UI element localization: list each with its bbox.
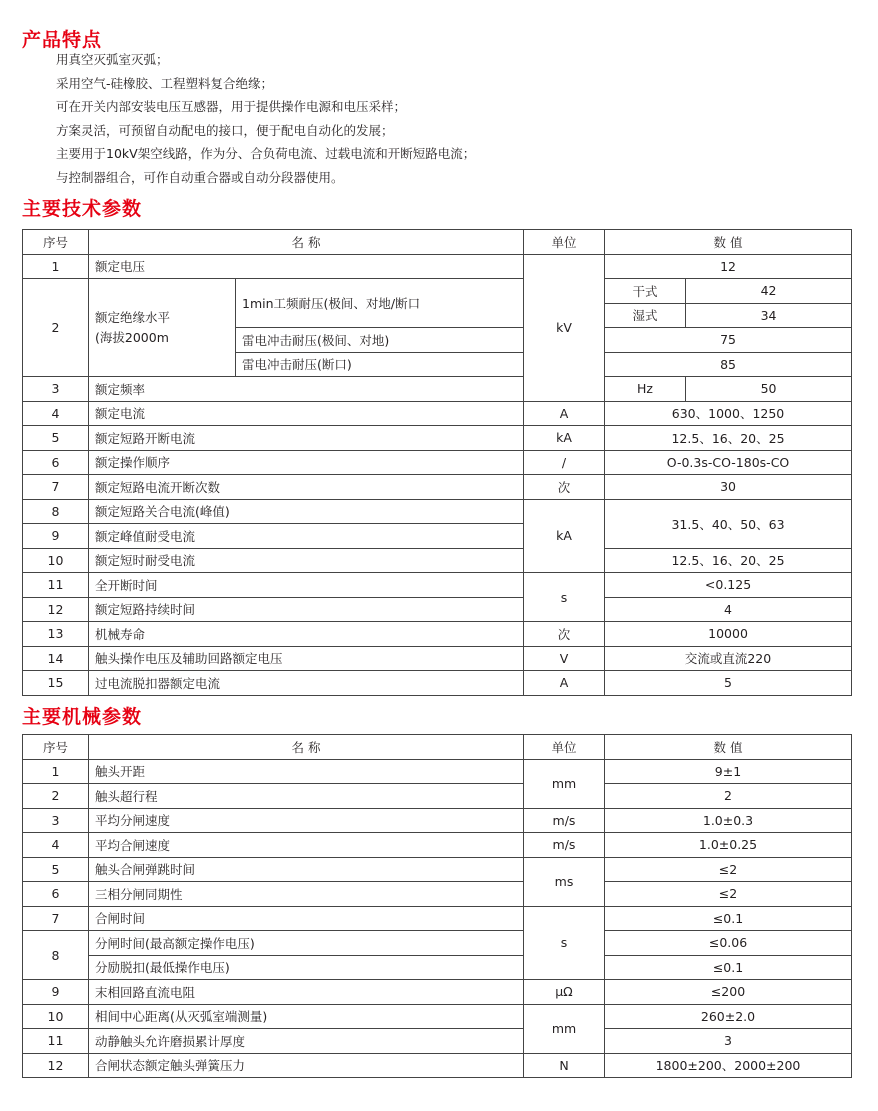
- insulation-name-line2: (海拔2000m: [95, 329, 169, 345]
- row-no: 3: [23, 377, 89, 402]
- row-name: 额定短路持续时间: [89, 597, 524, 622]
- row-no: 2: [23, 784, 89, 809]
- row-name: 额定频率: [89, 377, 524, 402]
- row-no: 1: [23, 759, 89, 784]
- row-name: 过电流脱扣器额定电流: [89, 671, 524, 696]
- row-no: 10: [23, 548, 89, 573]
- row-name: 机械寿命: [89, 622, 524, 647]
- table-row: [23, 833, 852, 858]
- row-unit: mm: [524, 759, 605, 808]
- feature-line: 与控制器组合，可作自动重合器或自动分段器使用。: [56, 169, 344, 185]
- header-no: 序号: [23, 230, 89, 255]
- row-no: 1: [23, 254, 89, 279]
- row-no: 13: [23, 622, 89, 647]
- table-row: [23, 573, 852, 598]
- insulation-name-line1: 额定绝缘水平: [95, 309, 171, 325]
- table-row: [23, 499, 852, 524]
- feature-line: 方案灵活，可预留自动配电的接口，便于配电自动化的发展；: [56, 122, 394, 138]
- row-value: 630、1000、1250: [605, 401, 852, 426]
- row-unit: Hz: [605, 377, 686, 402]
- table-row: [23, 401, 852, 426]
- row-no: 3: [23, 808, 89, 833]
- row-value: 34: [686, 303, 852, 328]
- row-value: ≤0.1: [605, 955, 852, 980]
- row-unit: A: [524, 401, 605, 426]
- table-row: [23, 906, 852, 931]
- row-unit: kA: [524, 499, 605, 573]
- row-name: 额定短路关合电流(峰值): [89, 499, 524, 524]
- table-row: [23, 254, 852, 279]
- row-name: 额定短路开断电流: [89, 426, 524, 451]
- row-value: ≤0.1: [605, 906, 852, 931]
- table-row: [23, 279, 852, 304]
- row-subname: 雷电冲击耐压(极间、对地): [236, 328, 524, 353]
- row-name: 触头合闸弹跳时间: [89, 857, 524, 882]
- row-unit: 次: [524, 622, 605, 647]
- header-unit: 单位: [524, 230, 605, 255]
- row-name: 三相分闸同期性: [89, 882, 524, 907]
- row-name: 触头开距: [89, 759, 524, 784]
- header-name: 名 称: [89, 735, 524, 760]
- row-no: 2: [23, 279, 89, 377]
- table-row: [23, 475, 852, 500]
- row-value: 12.5、16、20、25: [605, 426, 852, 451]
- row-name: 触头操作电压及辅助回路额定电压: [89, 646, 524, 671]
- table-row: [23, 882, 852, 907]
- row-value: 42: [686, 279, 852, 304]
- row-value: 75: [605, 328, 852, 353]
- row-unit: μΩ: [524, 980, 605, 1005]
- table-row: [23, 857, 852, 882]
- dry-label: 干式: [605, 279, 686, 304]
- row-name: 末相回路直流电阻: [89, 980, 524, 1005]
- table-row: [23, 450, 852, 475]
- row-no: 7: [23, 475, 89, 500]
- table-row: [23, 784, 852, 809]
- row-subname: 雷电冲击耐压(断口): [236, 352, 524, 377]
- row-unit: m/s: [524, 808, 605, 833]
- row-value: 1.0±0.3: [605, 808, 852, 833]
- row-value: <0.125: [605, 573, 852, 598]
- row-name: 额定峰值耐受电流: [89, 524, 524, 549]
- row-value: 30: [605, 475, 852, 500]
- row-subname: 1min工频耐压(极间、对地/断口: [236, 279, 524, 328]
- row-unit: A: [524, 671, 605, 696]
- row-no: 9: [23, 980, 89, 1005]
- row-no: 5: [23, 857, 89, 882]
- mech-title: 主要机械参数: [22, 706, 143, 728]
- row-no: 6: [23, 882, 89, 907]
- table-row: [23, 548, 852, 573]
- row-unit: /: [524, 450, 605, 475]
- row-name: 全开断时间: [89, 573, 524, 598]
- row-value: ≤0.06: [605, 931, 852, 956]
- feature-line: 可在开关内部安装电压互感器，用于提供操作电源和电压采样；: [56, 99, 407, 115]
- table-row: [23, 426, 852, 451]
- row-value: 12.5、16、20、25: [605, 548, 852, 573]
- row-no: 8: [23, 931, 89, 980]
- wet-label: 湿式: [605, 303, 686, 328]
- row-name: 触头超行程: [89, 784, 524, 809]
- row-unit: ms: [524, 857, 605, 906]
- table-row: [23, 597, 852, 622]
- header-unit: 单位: [524, 735, 605, 760]
- row-name: 平均合闸速度: [89, 833, 524, 858]
- row-no: 7: [23, 906, 89, 931]
- table-row: [23, 931, 852, 956]
- header-value: 数 值: [605, 735, 852, 760]
- table-row: [23, 808, 852, 833]
- row-value: ≤200: [605, 980, 852, 1005]
- header-value: 数 值: [605, 230, 852, 255]
- row-name: 分闸时间(最高额定操作电压): [89, 931, 524, 956]
- row-name: 额定短路电流开断次数: [89, 475, 524, 500]
- row-name: 额定短时耐受电流: [89, 548, 524, 573]
- row-no: 15: [23, 671, 89, 696]
- row-unit: N: [524, 1053, 605, 1078]
- table-row: [23, 377, 852, 402]
- table-row: [23, 1004, 852, 1029]
- row-unit: kV: [524, 254, 605, 401]
- table-row: [23, 622, 852, 647]
- feature-line: 采用空气-硅橡胶、工程塑料复合绝缘；: [56, 75, 274, 91]
- row-unit: V: [524, 646, 605, 671]
- table-row: [23, 1029, 852, 1054]
- mech-table: [22, 734, 852, 1078]
- row-unit: s: [524, 906, 605, 980]
- row-value: ≤2: [605, 857, 852, 882]
- features-list: [56, 48, 475, 190]
- row-no: 12: [23, 597, 89, 622]
- features-title: 产品特点: [22, 29, 103, 51]
- table-row: [23, 671, 852, 696]
- row-value: 12: [605, 254, 852, 279]
- row-unit: kA: [524, 426, 605, 451]
- row-no: 11: [23, 1029, 89, 1054]
- row-no: 6: [23, 450, 89, 475]
- row-name: 合闸状态额定触头弹簧压力: [89, 1053, 524, 1078]
- row-value: 9±1: [605, 759, 852, 784]
- row-name: 相间中心距离(从灭弧室端测量): [89, 1004, 524, 1029]
- row-value: 2: [605, 784, 852, 809]
- feature-line: 主要用于10kV架空线路，作为分、合负荷电流、过载电流和开断短路电流；: [56, 146, 476, 162]
- table-row: [23, 759, 852, 784]
- row-value: 交流或直流220: [605, 646, 852, 671]
- row-unit: m/s: [524, 833, 605, 858]
- row-value: 50: [686, 377, 852, 402]
- row-name: 额定电流: [89, 401, 524, 426]
- table-row: [23, 955, 852, 980]
- tech-table: [22, 229, 852, 696]
- table-row: [23, 980, 852, 1005]
- row-unit: mm: [524, 1004, 605, 1053]
- row-unit: 次: [524, 475, 605, 500]
- row-name: 额定操作顺序: [89, 450, 524, 475]
- table-row: [23, 1053, 852, 1078]
- row-value: 1.0±0.25: [605, 833, 852, 858]
- row-no: 4: [23, 401, 89, 426]
- table-header-row: [23, 735, 852, 760]
- row-value: 10000: [605, 622, 852, 647]
- row-name: 分励脱扣(最低操作电压): [89, 955, 524, 980]
- row-value: 3: [605, 1029, 852, 1054]
- row-value: 4: [605, 597, 852, 622]
- row-value: 5: [605, 671, 852, 696]
- row-name: 动静触头允许磨损累计厚度: [89, 1029, 524, 1054]
- row-value: 85: [605, 352, 852, 377]
- header-name: 名 称: [89, 230, 524, 255]
- feature-line: 用真空灭弧室灭弧；: [56, 52, 169, 67]
- row-no: 4: [23, 833, 89, 858]
- row-name: 额定电压: [89, 254, 524, 279]
- table-header-row: [23, 230, 852, 255]
- row-value: 1800±200、2000±200: [605, 1053, 852, 1078]
- row-value: 31.5、40、50、63: [605, 499, 852, 548]
- row-no: 14: [23, 646, 89, 671]
- tech-title: 主要技术参数: [22, 198, 143, 220]
- table-row: [23, 646, 852, 671]
- row-value: O-0.3s-CO-180s-CO: [605, 450, 852, 475]
- row-no: 11: [23, 573, 89, 598]
- row-value: 260±2.0: [605, 1004, 852, 1029]
- row-name: 合闸时间: [89, 906, 524, 931]
- header-no: 序号: [23, 735, 89, 760]
- row-unit: s: [524, 573, 605, 622]
- row-no: 8: [23, 499, 89, 524]
- row-name: [89, 279, 236, 377]
- row-no: 9: [23, 524, 89, 549]
- row-name: 平均分闸速度: [89, 808, 524, 833]
- row-no: 12: [23, 1053, 89, 1078]
- row-no: 5: [23, 426, 89, 451]
- row-no: 10: [23, 1004, 89, 1029]
- row-value: ≤2: [605, 882, 852, 907]
